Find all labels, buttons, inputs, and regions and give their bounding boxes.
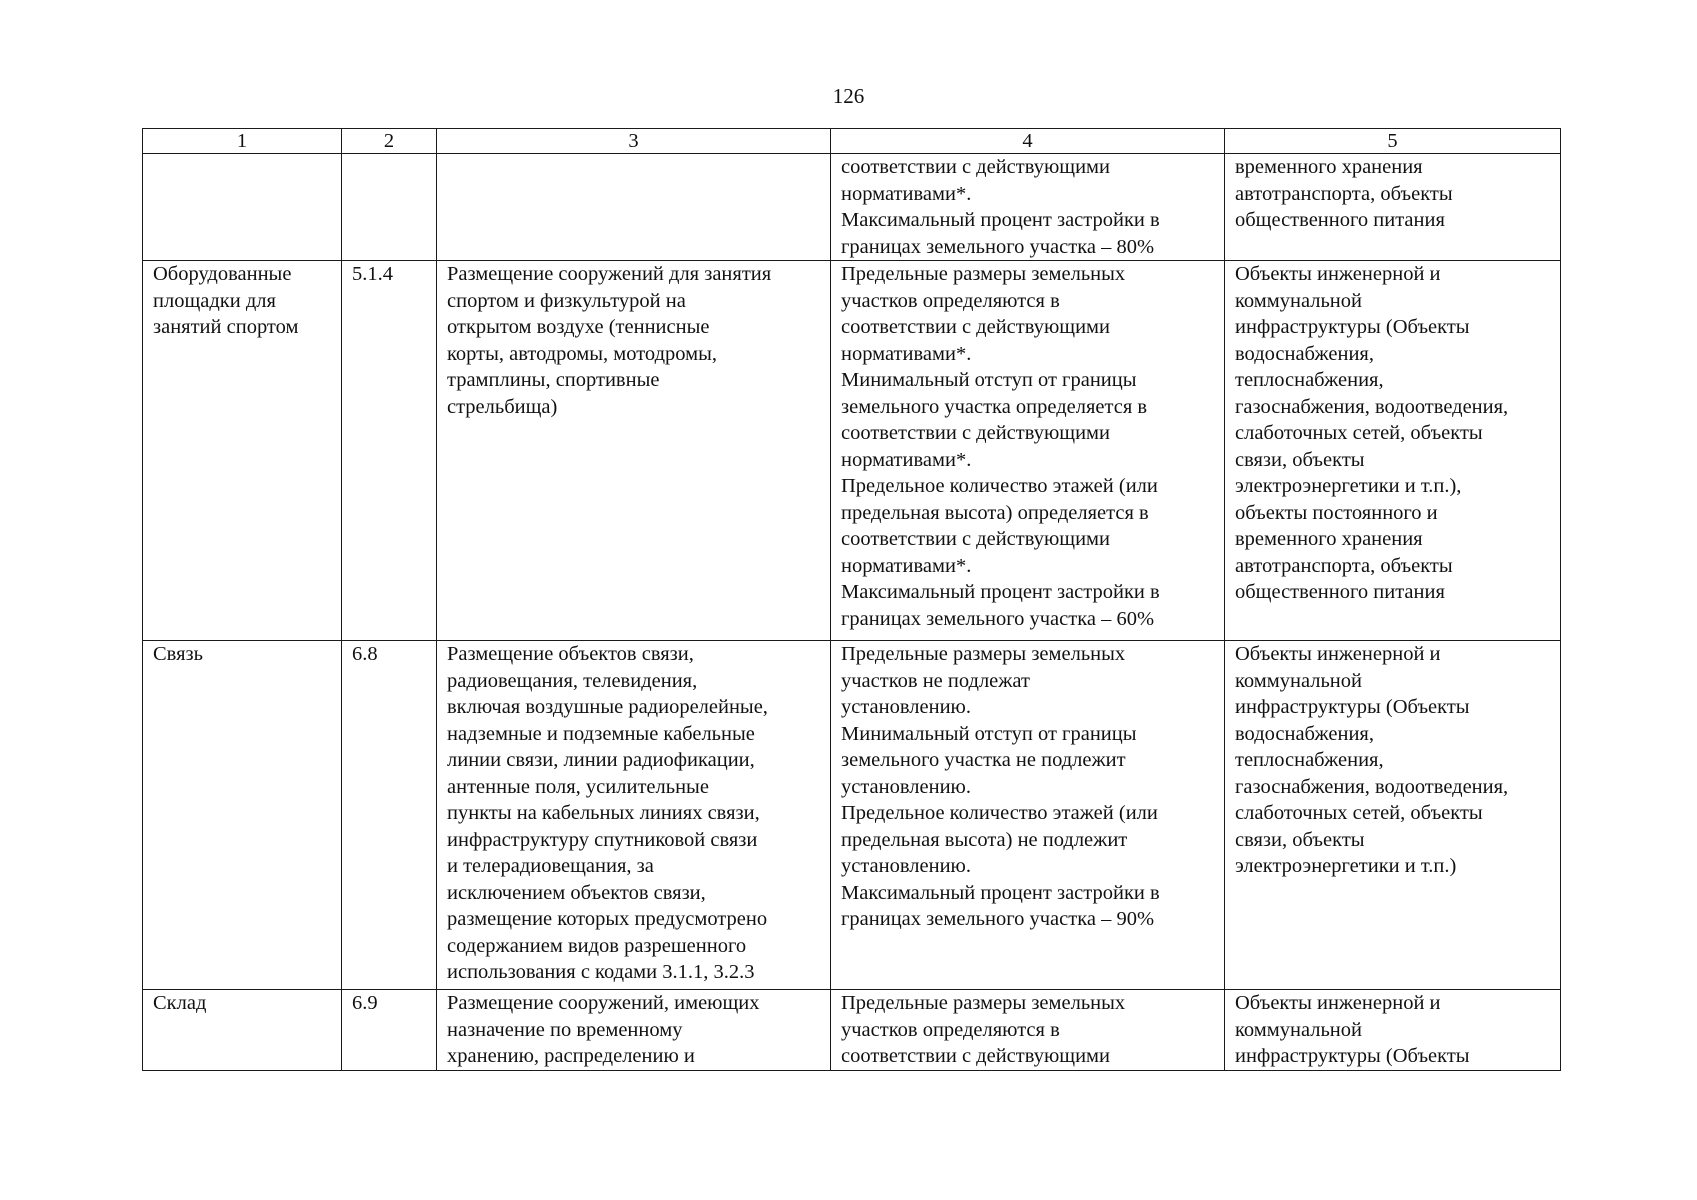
cell-text-line: Максимальный процент застройки в	[841, 581, 1160, 603]
cell-text-line: соответствии с действующими	[841, 1045, 1110, 1067]
cell-text-line: соответствии с действующими	[841, 422, 1110, 444]
cell-text-line: нормативами*.	[841, 342, 972, 365]
cell-text-line: временного хранения	[1235, 528, 1423, 550]
cell-text-line: нормативами*.	[841, 554, 972, 577]
cell-description	[437, 990, 831, 1071]
cell-text-line: Предельное количество этажей (или	[841, 475, 1158, 497]
cell-description	[437, 641, 831, 990]
cell-text-line: Минимальный отступ от границы	[841, 722, 1137, 745]
cell-text-line: общественного питания	[1235, 581, 1445, 603]
cell-text-line: земельного участка не подлежит	[841, 749, 1126, 771]
cell-text-line: Размещение объектов связи,	[447, 643, 694, 665]
cell-text-line: теплоснабжения,	[1235, 369, 1384, 391]
cell-text-line: Предельные размеры земельных	[841, 643, 1126, 665]
cell-text-line: земельного участка определяется в	[841, 395, 1148, 418]
cell-name	[143, 990, 342, 1071]
cell-text-line: границах земельного участка – 60%	[841, 607, 1155, 630]
cell-auxiliary	[1225, 641, 1561, 990]
table-row	[143, 154, 1561, 261]
cell-text-line: водоснабжения,	[1235, 342, 1374, 365]
cell-text-line: участков определяются в	[841, 1018, 1060, 1041]
cell-text-line: временного хранения	[1235, 156, 1423, 178]
cell-text-line: назначение по временному	[447, 1018, 683, 1041]
cell-text-line: Предельное количество этажей (или	[841, 802, 1158, 824]
header-col-5: 5	[1225, 129, 1561, 154]
cell-text-line: слаботочных сетей, объекты	[1235, 802, 1483, 824]
cell-auxiliary	[1225, 990, 1561, 1071]
cell-text-line: коммунальной	[1235, 289, 1362, 312]
cell-text-line: соответствии с действующими	[841, 316, 1110, 338]
header-col-2: 2	[342, 129, 437, 154]
cell-text-line: нормативами*.	[841, 182, 972, 205]
cell-text-line: предельная высота) не подлежит	[841, 828, 1128, 851]
cell-description	[437, 261, 831, 641]
cell-text-line: Размещение сооружений, имеющих	[447, 992, 760, 1014]
cell-parameters	[831, 641, 1225, 990]
cell-code: 6.9	[342, 990, 437, 1071]
cell-text-line: инфраструктуру спутниковой связи	[447, 828, 758, 851]
cell-text-line: участков не подлежат	[841, 669, 1030, 692]
cell-parameters	[831, 990, 1225, 1071]
cell-description	[437, 154, 831, 261]
cell-text-line: содержанием видов разрешенного	[447, 934, 747, 957]
cell-text-line: Объекты инженерной и	[1235, 263, 1441, 285]
header-col-4: 4	[831, 129, 1225, 154]
cell-text-line: установлению.	[841, 696, 971, 718]
cell-auxiliary	[1225, 261, 1561, 641]
cell-text-line: Оборудованные	[153, 263, 292, 285]
cell-text-line: объекты постоянного и	[1235, 501, 1438, 524]
cell-name	[143, 261, 342, 641]
cell-text-line: и телерадиовещания, за	[447, 855, 654, 877]
cell-text-line: стрельбища)	[447, 395, 558, 418]
cell-text-line: инфраструктуры (Объекты	[1235, 1045, 1470, 1067]
cell-text-line: трамплины, спортивные	[447, 369, 660, 391]
cell-text-line: инфраструктуры (Объекты	[1235, 316, 1470, 338]
cell-text-line: связи, объекты	[1235, 828, 1365, 851]
cell-text-line: Предельные размеры земельных	[841, 992, 1126, 1014]
cell-text-line: границах земельного участка – 90%	[841, 908, 1155, 930]
cell-text-line: общественного питания	[1235, 209, 1445, 231]
cell-text-line: Максимальный процент застройки в	[841, 881, 1160, 904]
cell-text-line: использования с кодами 3.1.1, 3.2.3	[447, 961, 755, 983]
table-row	[143, 641, 1561, 990]
cell-text-line: площадки для	[153, 289, 276, 312]
cell-text-line: нормативами*.	[841, 448, 972, 471]
cell-text-line: размещение которых предусмотрено	[447, 908, 768, 930]
cell-text-line: коммунальной	[1235, 1018, 1362, 1041]
cell-text-line: соответствии с действующими	[841, 156, 1110, 178]
cell-text-line: коммунальной	[1235, 669, 1362, 692]
cell-name	[143, 154, 342, 261]
cell-text-line: Размещение сооружений для занятия	[447, 263, 772, 285]
cell-code: 6.8	[342, 641, 437, 990]
cell-text-line: связи, объекты	[1235, 448, 1365, 471]
cell-text-line: установлению.	[841, 855, 971, 877]
cell-code	[342, 154, 437, 261]
cell-text-line: электроэнергетики и т.п.),	[1235, 475, 1462, 497]
table-header-row	[143, 129, 1561, 154]
cell-text-line: Объекты инженерной и	[1235, 643, 1441, 665]
table-row	[143, 990, 1561, 1071]
cell-text-line: включая воздушные радиорелейные,	[447, 696, 768, 718]
cell-text-line: линии связи, линии радиофикации,	[447, 749, 755, 771]
cell-text-line: автотранспорта, объекты	[1235, 554, 1453, 577]
cell-text-line: Склад	[153, 992, 207, 1014]
cell-text-line: электроэнергетики и т.п.)	[1235, 855, 1457, 877]
page-number: 126	[832, 84, 865, 108]
cell-text-line: теплоснабжения,	[1235, 749, 1384, 771]
cell-text-line: пункты на кабельных линиях связи,	[447, 802, 760, 824]
cell-text-line: водоснабжения,	[1235, 722, 1374, 745]
table-row	[143, 261, 1561, 641]
cell-text-line: автотранспорта, объекты	[1235, 182, 1453, 205]
cell-auxiliary	[1225, 154, 1561, 261]
cell-text-line: слаботочных сетей, объекты	[1235, 422, 1483, 444]
cell-text-line: Минимальный отступ от границы	[841, 369, 1137, 391]
cell-text-line: занятий спортом	[153, 316, 299, 338]
cell-text-line: газоснабжения, водоотведения,	[1235, 775, 1509, 798]
cell-name	[143, 641, 342, 990]
cell-text-line: границах земельного участка – 80%	[841, 235, 1155, 258]
cell-text-line: спортом и физкультурой на	[447, 289, 686, 312]
header-col-1: 1	[143, 129, 342, 154]
cell-text-line: исключением объектов связи,	[447, 881, 706, 904]
cell-text-line: корты, автодромы, мотодромы,	[447, 342, 717, 365]
cell-text-line: открытом воздухе (теннисные	[447, 316, 710, 338]
header-col-3: 3	[437, 129, 831, 154]
cell-text-line: радиовещания, телевидения,	[447, 669, 698, 692]
cell-text-line: Объекты инженерной и	[1235, 992, 1441, 1014]
cell-text-line: надземные и подземные кабельные	[447, 722, 755, 745]
regulations-table	[142, 128, 1561, 1071]
cell-text-line: газоснабжения, водоотведения,	[1235, 395, 1509, 418]
cell-text-line: соответствии с действующими	[841, 528, 1110, 550]
cell-text-line: хранению, распределению и	[447, 1045, 695, 1067]
cell-text-line: установлению.	[841, 775, 971, 798]
cell-text-line: Связь	[153, 643, 203, 665]
cell-text-line: антенные поля, усилительные	[447, 775, 709, 798]
cell-text-line: Максимальный процент застройки в	[841, 209, 1160, 231]
cell-text-line: предельная высота) определяется в	[841, 501, 1149, 524]
cell-parameters	[831, 261, 1225, 641]
cell-text-line: Предельные размеры земельных	[841, 263, 1126, 285]
cell-text-line: инфраструктуры (Объекты	[1235, 696, 1470, 718]
cell-parameters	[831, 154, 1225, 261]
cell-text-line: участков определяются в	[841, 289, 1060, 312]
cell-code: 5.1.4	[342, 261, 437, 641]
